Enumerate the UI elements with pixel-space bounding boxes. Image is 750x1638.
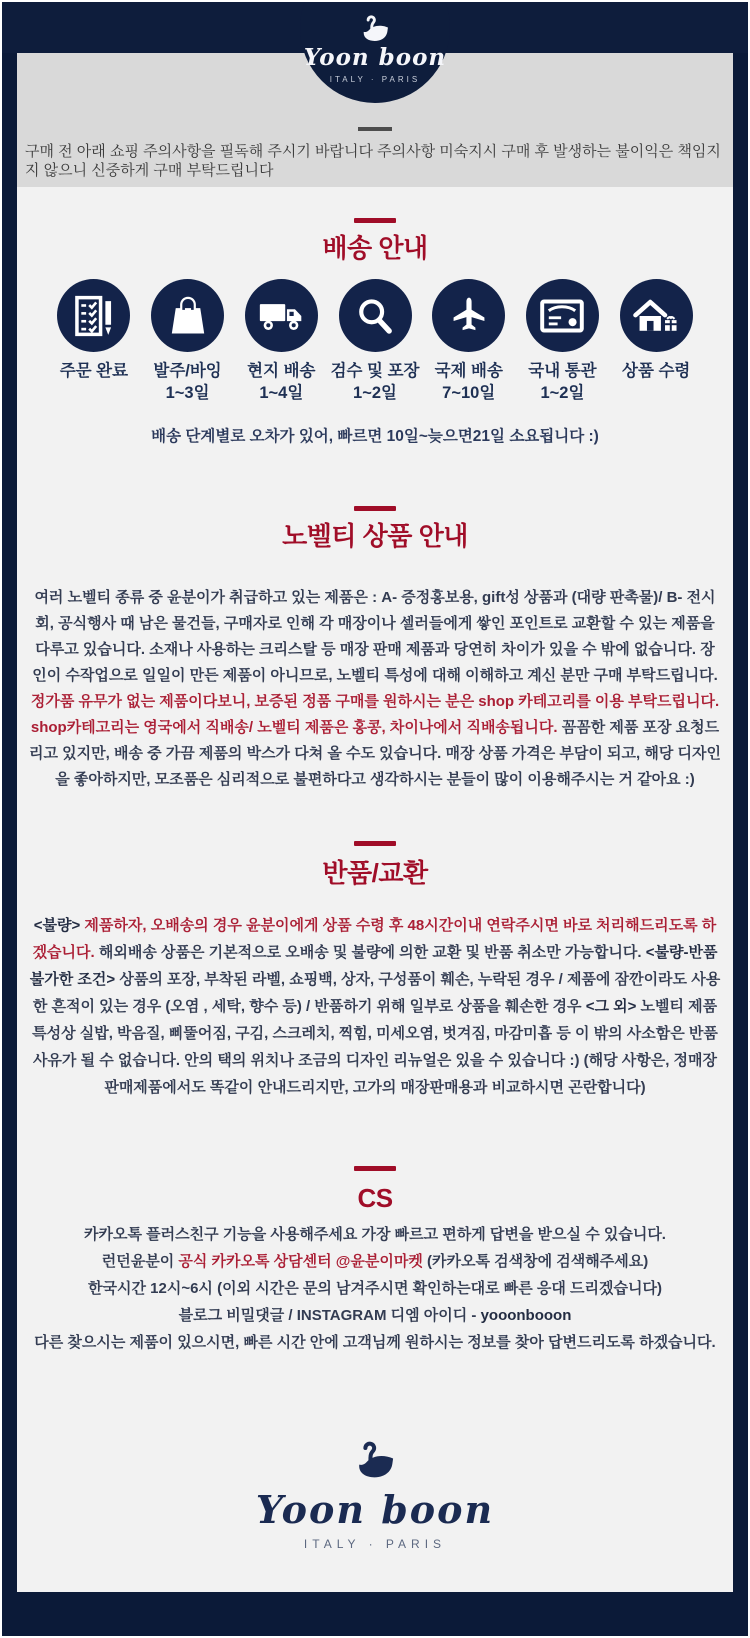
novelty-text-2: 꼼꼼한 제품 포장 요청드리고 있지만, 배송 중 가끔 제품의 박스가 다쳐 올 수도 있습니다. 매장 상품 가격은 부담이 되고, 해당 디자인을 좋아하지만, 모조품은 심리적으로 불편하다고 생각하시는 분들이 많이 이용해주시는 거 같아요 :) (29, 719, 721, 788)
cs-lines (17, 1221, 733, 1356)
cs-line-center: 런던윤분이 공식 카카오톡 상담센터 @윤분이마켓 (카카오톡 검색창에 검색해주세요) (101, 1253, 649, 1270)
returns-text-2: 상품의 포장, 부착된 라벨, 쇼핑백, 상자, 구성품이 훼손, 누락된 경우 / 제품에 잠깐이라도 사용한 흔적이 있는 경우 (오염 , 세탁, 향수 등) / 반품하기 위해 일부로 상품을 훼손한 경우 (32, 971, 721, 1015)
swan-icon (348, 1441, 402, 1483)
footer-brand-subtitle: ITALY · PARIS (303, 1537, 447, 1551)
truck-icon (259, 297, 303, 335)
returns-divider (354, 841, 396, 846)
returns-other-label: <그 외> (585, 998, 637, 1015)
shipping-step-receive-product: 상품 수령 (609, 279, 703, 404)
cs-section (17, 1166, 733, 1356)
returns-defect-red-text: 제품하자, 오배송의 경우 윤분이에게 상품 수령 후 48시간이내 연락주시면 바로 처리해드리도록 하겠습니다. (32, 917, 717, 961)
shipping-caption: 배송 단계별로 오차가 있어, 빠르면 10일~늦으면21일 소요됩니다 :) (151, 428, 599, 445)
returns-section (17, 841, 733, 1101)
footer-brand-name: Yoon boon (255, 1487, 495, 1532)
novelty-text-red: 정가품 유무가 없는 제품이다보니, 보증된 정품 구매를 원하시는 분은 shop 카테고리를 이용 부탁드립니다. shop카테고리는 영국에서 직배송/ 노벨티 제품은 홍콩, 차이나에서 직배송됩니다. (30, 693, 720, 736)
content-card (17, 53, 733, 1592)
novelty-paragraph (29, 585, 721, 793)
shipping-step-purchasing: 발주/바잉 1~3일 (141, 279, 235, 404)
shipping-step-inspection: 검수 및 포장 1~2일 (328, 279, 422, 404)
returns-conditions-label: <불량-반품 불가한 조건> (29, 944, 718, 988)
brand-name: Yoon boon (303, 44, 447, 71)
cs-title: CS (357, 1183, 393, 1213)
airplane-icon (449, 295, 489, 337)
cs-line-other: 다른 찾으시는 제품이 있으시면, 빠른 시간 안에 고객님께 원하시는 정보를 찾아 답변드리도록 하겠습니다. (34, 1334, 716, 1351)
shipping-step-domestic-customs: 국내 통관 1~2일 (516, 279, 610, 404)
novelty-text-1: 여러 노벨티 종류 중 윤분이가 취급하고 있는 제품은 : A- 증정홍보용, gift성 상품과 (대량 판촉물)/ B- 전시회, 공식행사 때 남은 물건들, 구매자로 인해 각 매장이나 셀러들에게 쌓인 포인트로 교환할 수 있는 제품을 다루고 있습니다. 소재나 사용하는 크리스탈 등 매장 판매 제품과 당연히 차이가 있을 수 밖에 없습니다. 장인이 수작업으로 일일이 만든 제품이 아니므로, 노벨티 특성에 대해 이해하고 계신 분만 구매 부탁드립니다. (32, 589, 718, 684)
swan-icon (356, 15, 394, 45)
shipping-step-international-delivery: 국제 배송 7~10일 (422, 279, 516, 404)
shipping-step-order-complete: 주문 완료 (47, 279, 141, 404)
house-gift-icon (633, 297, 679, 335)
customs-card-icon (540, 298, 584, 334)
shipping-title: 배송 안내 (322, 233, 428, 263)
shipping-steps-row (17, 279, 733, 404)
instagram-id: yooonbooon (480, 1307, 572, 1324)
footer-brand-logo (17, 1441, 733, 1551)
order-checklist-icon (74, 295, 114, 337)
shipping-section (17, 218, 733, 446)
returns-paragraph (29, 912, 721, 1101)
cs-line-hours: 한국시간 12시~6시 (이외 시간은 문의 남겨주시면 확인하는대로 빠른 응대 드리겠습니다) (88, 1280, 662, 1297)
novelty-title: 노벨티 상품 안내 (282, 521, 468, 551)
brand-subtitle: ITALY · PARIS (329, 75, 421, 84)
shipping-divider (354, 218, 396, 223)
shopping-bag-icon (168, 295, 208, 337)
novelty-divider (354, 506, 396, 511)
purchase-notice-text: 구매 전 아래 쇼핑 주의사항을 필독해 주시기 바랍니다 주의사항 미숙지시 구매 후 발생하는 불이익은 책임지지 않으니 신중하게 구매 부탁드립니다 (25, 143, 721, 179)
notice-divider (358, 127, 392, 131)
magnifier-icon (355, 296, 395, 336)
cs-kakao-center-red: 공식 카카오톡 상담센터 @윤분이마켓 (178, 1253, 423, 1270)
page-background (2, 2, 748, 1636)
returns-text-3: 노벨티 제품 특성상 실밥, 박음질, 삐뚤어짐, 구김, 스크레치, 찍힘, 미세오염, 벗겨짐, 마감미흡 등 이 밖의 사소함은 반품 사유가 될 수 없습니다. 안의 택의 위치나 조금의 디자인 리뉴얼은 있을 수 있습니다 :) (해당 사항은, 정매장 판매제품에서도 똑같이 안내드리지만, 고가의 매장판매용과 비교하시면 곤란합니다) (32, 998, 718, 1096)
returns-text-1: 해외배송 상품은 기본적으로 오배송 및 불량에 의한 교환 및 반품 취소만 가능합니다. (94, 944, 646, 961)
cs-line-instagram: 블로그 비밀댓글 / INSTAGRAM 디엠 아이디 - yooonbooon (178, 1307, 572, 1324)
novelty-section (17, 506, 733, 793)
returns-title: 반품/교환 (322, 858, 428, 888)
returns-defect-label: <불량> (33, 917, 81, 934)
cs-line-kakao: 카카오톡 플러스친구 기능을 사용해주세요 가장 빠르고 편하게 답변을 받으실 수 있습니다. (84, 1226, 666, 1243)
cs-divider (354, 1166, 396, 1171)
shipping-step-local-delivery: 현지 배송 1~4일 (234, 279, 328, 404)
